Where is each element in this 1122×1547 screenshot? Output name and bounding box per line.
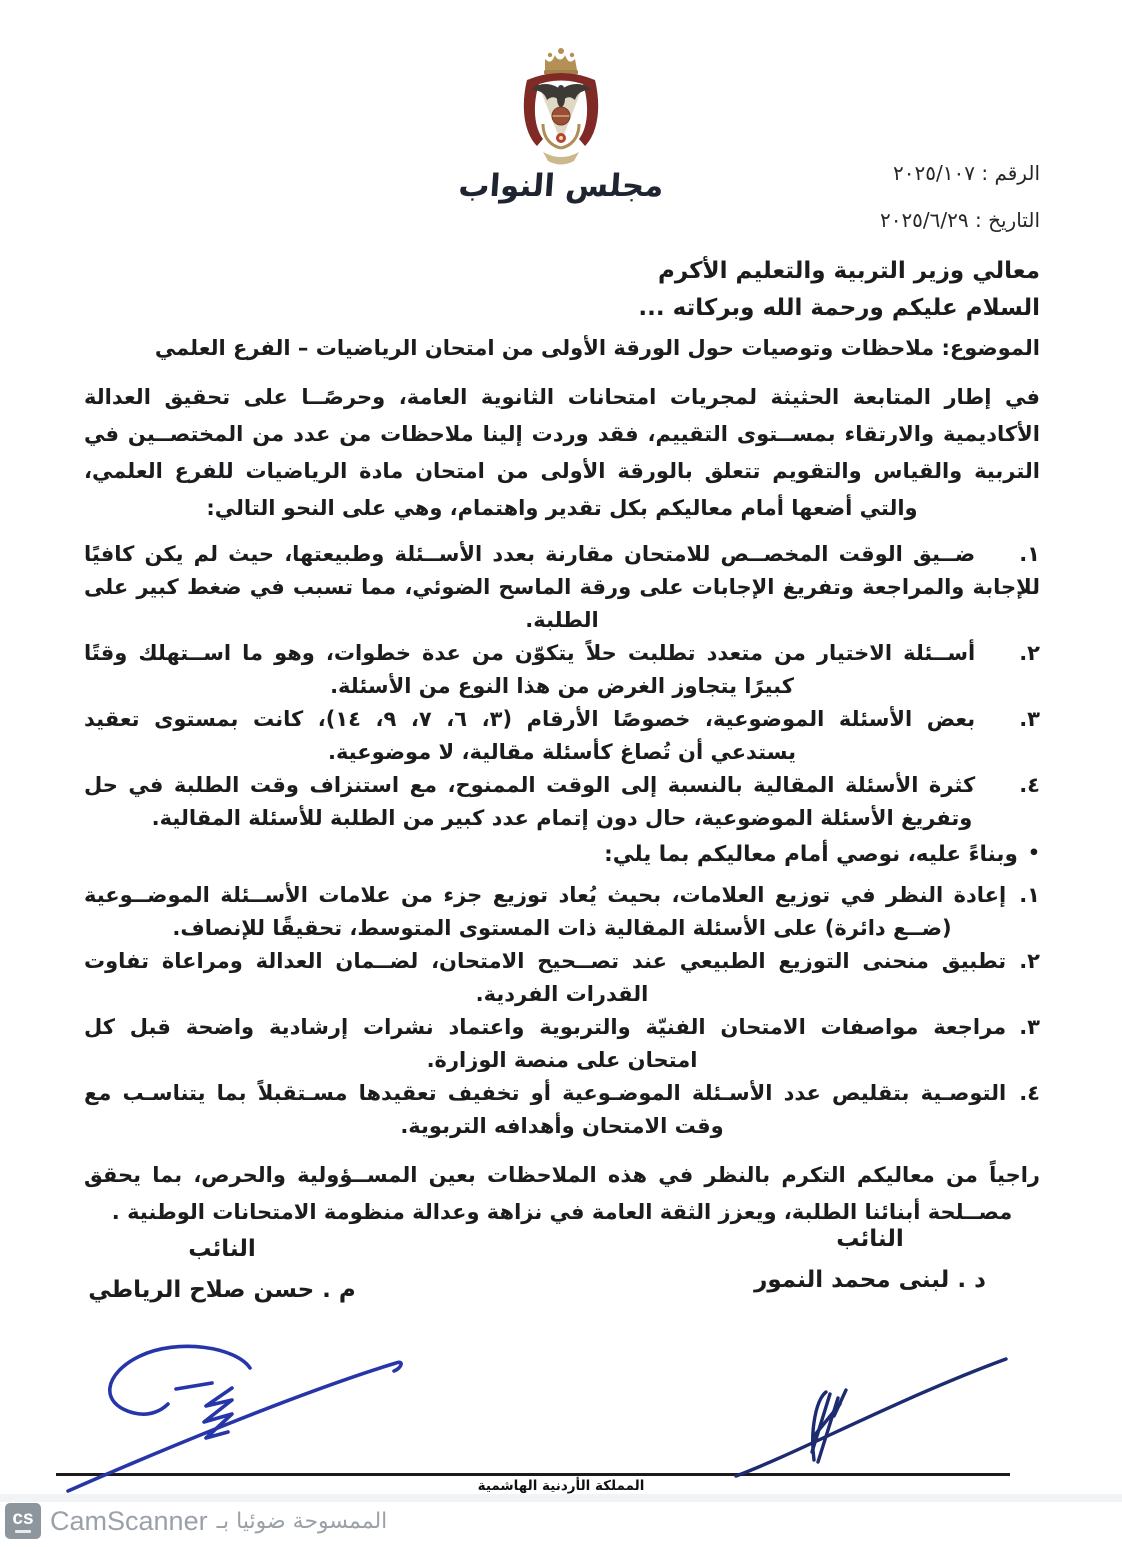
recommendation-item [84,1011,1040,1077]
item-text: كثرة الأسئلة المقالية بالنسبة إلى الوقت الممنوح، مع استنزاف وقت الطلبة في حل وتفريغ الأسئلة الموضوعية، حال دون إتمام عدد كبير من الطلبة للأسئلة المقالية. [84,773,976,830]
item-text: مراجعة مواصفات الامتحان الفنيّة والتربوية واعتماد نشرات إرشادية واضحة قبل كل امتحان على منصة الوزارة. [84,1015,1007,1072]
observation-item [84,538,1040,637]
coat-of-arms-svg [513,46,609,168]
salutation-line: السلام عليكم ورحمة الله وبركاته ... [638,295,1040,321]
signature-title: النائب [836,1226,904,1252]
camscanner-logo-icon [5,1503,41,1539]
item-number: ٤. [1019,1081,1040,1105]
recommendations-intro-line [84,842,1040,867]
intro-paragraph: في إطار المتابعة الحثيثة لمجريات امتحانات الثانوية العامة، وحرصًــا على تحقيق العدالة الأكاديمية والارتقاء بمســتوى التقييم، فقد وردت إلينا ملاحظات من عدد من المختصــين في التربية والقياس والتقويم تتعلق بالورقة الأولى من امتحان مادة الرياضيات للفرع العلمي، والتي أضعها أمام معاليكم بكل تقدير واهتمام، وهي على النحو التالي: [84,385,1040,520]
ref-number-line [880,161,1040,185]
item-text: تطبيق منحنى التوزيع الطبيعي عند تصــحيح الامتحان، لضــمان العدالة ومراعاة تفاوت القدرات الفردية. [84,949,1007,1006]
jordan-coat-of-arms-icon [513,46,609,172]
item-number: ٤. [1019,773,1040,797]
item-text: أســئلة الاختيار من متعدد تطلبت حلاً يتكوّن من عدة خطوات، وهو ما اســتهلك وقتًا كبيرًا يتجاوز الغرض من هذا النوع من الأسئلة. [84,641,976,698]
item-number: ٢. [1019,641,1040,665]
signature-block-left [72,1236,372,1303]
item-number: ٣. [1019,707,1040,731]
item-number: ١. [1019,883,1040,907]
ref-date-label: التاريخ : [974,208,1040,232]
recommendation-item [84,879,1040,945]
recommendation-item [84,945,1040,1011]
recommendation-item [84,1077,1040,1143]
page-edge-line [56,1473,1010,1476]
ref-number-label: الرقم : [981,161,1040,185]
letter-body [84,258,1040,1231]
ref-date-line [880,208,1040,232]
addressee-line: معالي وزير التربية والتعليم الأكرم [657,258,1040,284]
item-text: إعادة النظر في توزيع العلامات، بحيث يُعاد توزيع جزء من علامات الأســئلة الموضــوعية (ضــع دائرة) على الأسئلة المقالية ذات المستوى المتوسط، تحقيقًا للإنصاف. [84,883,1007,940]
signature-name: د . لبنى محمد النمور [754,1267,986,1293]
signature-name: م . حسن صلاح الرياطي [88,1277,356,1303]
ref-date-value: ٢٠٢٥/٦/٢٩ [879,208,969,232]
recommendations-intro-text: وبناءً عليه، نوصي أمام معاليكم بما يلي: [604,842,1018,867]
signature-title: النائب [188,1236,256,1262]
item-number: ١. [1019,542,1040,566]
camscanner-arabic-text: الممسوحة ضوئيا بـ [216,1508,388,1534]
subject-line: الموضوع: ملاحظات وتوصيات حول الورقة الأولى من امتحان الرياضيات – الفرع العلمي [154,336,1040,360]
closing-paragraph: راجياً من معاليكم التكرم بالنظر في هذه الملاحظات بعين المســؤولية والحرص، بما يحقق مصــلحة أبنائنا الطلبة، ويعزز الثقة العامة في نزاهة وعدالة منظومة الامتحانات الوطنية . [84,1163,1040,1224]
item-text: بعض الأسئلة الموضوعية، خصوصًا الأرقام (٣، ٦، ٧، ٩، ١٤)، كانت بمستوى تعقيد يستدعي أن تُصاغ كأسئلة مقالية، لا موضوعية. [84,707,976,764]
signature-block-right [735,1226,1005,1293]
observation-item [84,637,1040,703]
camscanner-logo-bar [15,1530,31,1533]
item-text: التوصـية بتقليص عدد الأسـئلة الموضـوعية أو تخفيف تعقيدها مسـتقبلاً بما يتناسـب مع وقت الامتحان وأهدافه التربوية. [84,1081,1007,1138]
handwritten-signature-left [68,1346,401,1491]
ref-meta-block [880,161,1040,255]
observation-item [84,703,1040,769]
item-number: ٢. [1019,949,1040,973]
bullet-icon: • [1027,842,1040,864]
observations-list [84,538,1040,835]
recommendations-list [84,879,1040,1143]
observation-item [84,769,1040,835]
item-text: ضــيق الوقت المخصــص للامتحان مقارنة بعدد الأســئلة وطبيعتها، حيث لم يكن كافيًا للإجابة والمراجعة وتفريغ الإجابات على ورقة الماسح الضوئي، مما تسبب في ضغط كبير على الطلبة. [84,542,1040,632]
scan-artifact-band [0,1494,1122,1502]
parliament-name-calligraphy: مجلس النواب [457,168,665,204]
camscanner-watermark [5,1503,387,1539]
camscanner-logo-letters: cs [12,1508,34,1529]
handwritten-signature-right [736,1359,1006,1476]
kingdom-calligraphy: المملكة الأردنية الهاشمية [477,1478,645,1494]
camscanner-brand-text: CamScanner [50,1505,208,1536]
ref-number-value: ٢٠٢٥/١٠٧ [893,161,975,185]
item-number: ٣. [1019,1015,1040,1039]
